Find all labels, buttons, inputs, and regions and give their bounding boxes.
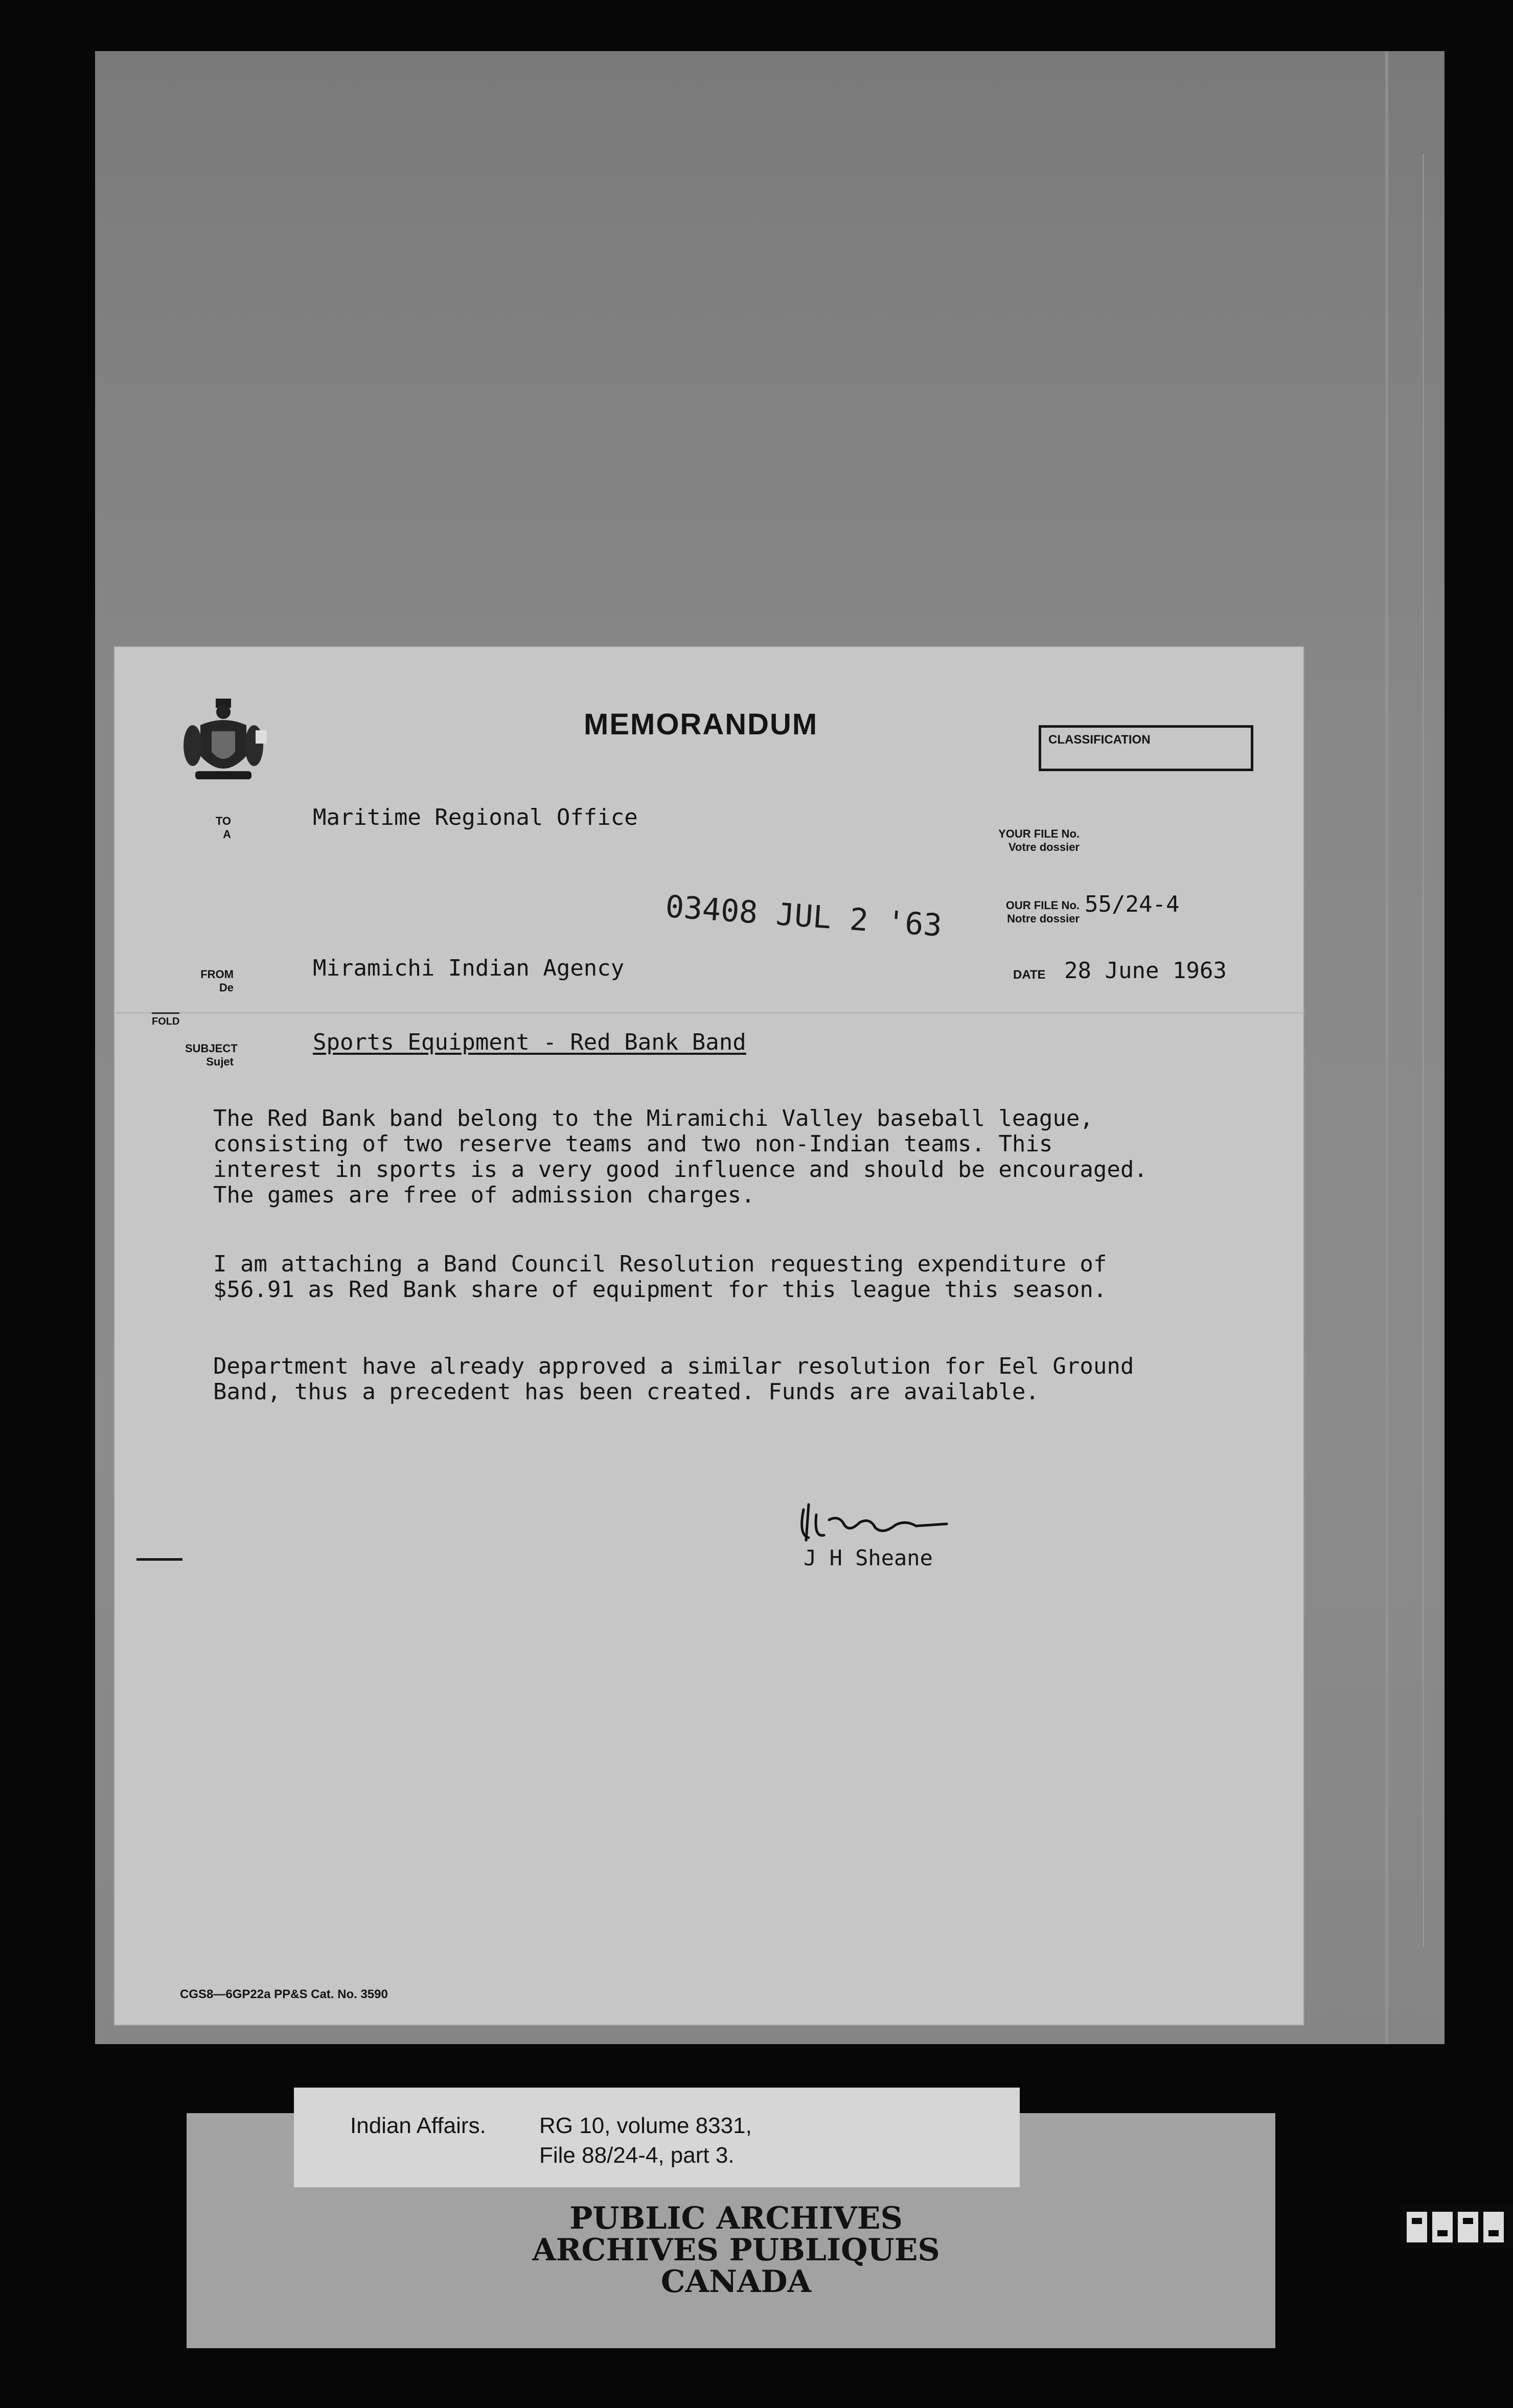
sheet-edge <box>1385 51 1388 2044</box>
public-archives-stamp <box>427 2203 1045 2298</box>
subject-value: Sports Equipment - Red Bank Band <box>313 1029 746 1055</box>
our-file-value: 55/24-4 <box>1085 891 1180 917</box>
archive-reference-card <box>294 2088 1020 2187</box>
form-number: CGS8—6GP22a PP&S Cat. No. 3590 <box>180 1987 388 2001</box>
archives-line-country: CANADA <box>660 2264 812 2300</box>
signer-name: J H Sheane <box>804 1545 933 1570</box>
archives-line-en: PUBLIC ARCHIVES <box>569 2201 903 2236</box>
body-paragraph: I am attaching a Band Council Resolution requesting expenditure of $56.91 as Red Bank share of equipment for this league this season. <box>213 1251 1107 1303</box>
body-paragraph: Department have already approved a similar resolution for Eel Ground Band, thus a precedent has been created. Funds are available. <box>213 1353 1134 1405</box>
archives-line-fr: ARCHIVES PUBLIQUES <box>532 2232 940 2268</box>
date-value: 28 June 1963 <box>1064 958 1227 984</box>
reference-file: File 88/24-4, part 3. <box>539 2143 735 2168</box>
classification-label: CLASSIFICATION <box>1048 733 1151 747</box>
fold-label: FOLD <box>152 1012 179 1028</box>
your-file-label: YOUR FILE No. Votre dossier <box>998 827 1080 853</box>
subject-label: SUBJECT Sujet <box>185 1042 238 1068</box>
received-date-stamp: 03408 JUL 2 '63 <box>664 889 943 944</box>
handwritten-signature <box>793 1494 957 1545</box>
memorandum-sheet <box>113 646 1304 2026</box>
margin-mark <box>136 1558 182 1561</box>
from-label: FROM De <box>200 968 234 994</box>
body-paragraph: The Red Bank band belong to the Miramichi Valley baseball league, consisting of two reserve teams and two non-Indian teams. This interest in sports is a very good influence and should be encouraged. The games are free of admission charges. <box>213 1105 1148 1208</box>
sheet-edge <box>1423 153 1424 1947</box>
reference-agency: Indian Affairs. <box>350 2113 486 2138</box>
canada-coat-of-arms-icon <box>180 694 267 797</box>
to-value: Maritime Regional Office <box>313 804 638 830</box>
our-file-label: OUR FILE No. Notre dossier <box>1005 899 1080 925</box>
memo-title: MEMORANDUM <box>584 708 818 741</box>
classification-box <box>1039 725 1253 771</box>
film-frame-counter-icon <box>1401 2207 1513 2248</box>
reference-record-group: RG 10, volume 8331, <box>539 2113 752 2138</box>
from-value: Miramichi Indian Agency <box>313 955 625 981</box>
to-label: TO A <box>215 815 231 841</box>
fold-line <box>113 1012 1304 1013</box>
date-label: DATE <box>1013 968 1046 982</box>
